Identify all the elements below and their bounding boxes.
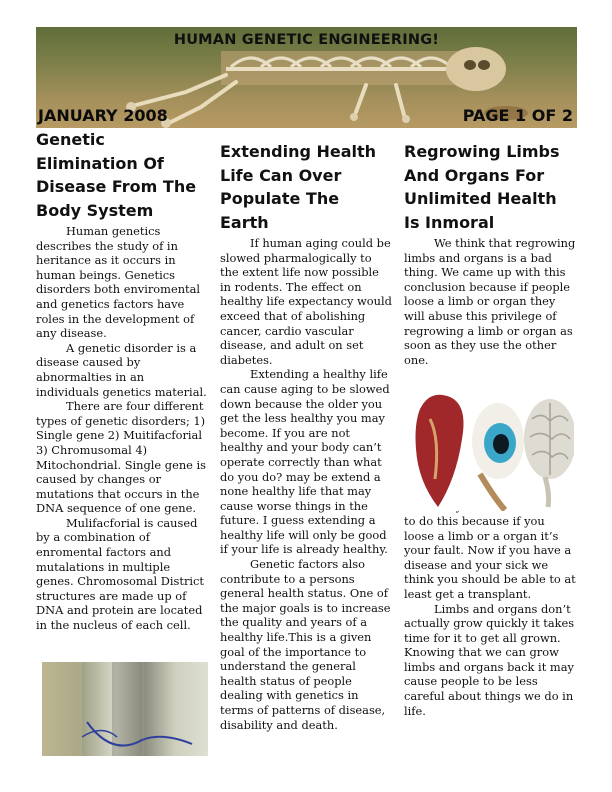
article-paragraph: to do this because if you loose a limb or a organ it’s your fault. Now if you have a disease and your sick we think you should be able to at least get a transplant. xyxy=(404,513,576,601)
article-extending-health xyxy=(220,140,392,732)
article-paragraph: Limbs and organs don’t actually grow quickly it takes time for it to get all grown. Knowing that we can grow limbs and organs back it may cause people to be less careful about things we do in life. xyxy=(404,601,575,718)
article-paragraph: Genetic factors also contribute to a persons general health status. One of the major goals is to increase the quality and years of a healthy life.This is a given goal of the importance to understand the general health status of people dealing with genetics in terms of patterns of disease, disability and death. xyxy=(220,557,391,732)
article-genetic-elimination xyxy=(36,128,208,633)
article-title: Genetic Elimination Of Disease From The Body System xyxy=(36,130,197,220)
article-paragraph: If human aging could be slowed pharmalogically to the extent life now possible in rodents. The effect on healthy life expectancy would exceed that of abolishing cancer, cardio vascular disease, and adult on set diabetes. xyxy=(220,236,392,367)
dna-photo xyxy=(42,662,208,756)
article-paragraph: We think that regrowing limbs and organs is a bad thing. We came up with this conclusion because if people loose a limb or organ they will abuse this privilege of regrowing a limb or organ as soon as they use the other one. xyxy=(404,236,576,367)
article-paragraph: Extending a healthy life can cause aging to be slowed down because the older you get the less healthy you may become. If you are not healthy and your body can’t operate correctly than what do you do? may be extend a none healthy life that may cause worse things in the future. I guess extending a healthy life will only be good if your life is already healthy. xyxy=(220,367,390,557)
page-number: PAGE 1 OF 2 xyxy=(462,106,573,125)
article-paragraph: There are four different types of genetic disorders; 1) Single gene 2) Muitifacforial 3) Chromusomal 4) Mitochondrial. Single gene is caused by changes or mutations that occurs in the DNA sequence of one gene. xyxy=(36,399,207,516)
article-paragraph: Mulifacforial is caused by a combination of enromental factors and mutalations in multiple genes. Chromosomal District structures are made up of DNA and protein are located in the nucleus of each cell. xyxy=(36,515,205,633)
article-paragraph: Human genetics describes the study of in heritance as it occurs in human beings. Genetics disorders both enviromental and genetics factors have roles in the development of any disease. xyxy=(36,224,201,341)
issue-date: JANUARY 2008 xyxy=(38,106,168,125)
brain-icon xyxy=(524,399,574,479)
article-title: Extending Health Life Can Over Populate The Earth xyxy=(220,142,377,232)
header-banner xyxy=(36,27,577,128)
organs-photo xyxy=(410,389,574,511)
newsletter-title: HUMAN GENETIC ENGINEERING! xyxy=(173,32,440,48)
article-title: Regrowing Limbs And Organs For Unlimited Health Is Inmoral xyxy=(404,142,560,232)
heart-icon xyxy=(416,395,464,507)
article-paragraph: A genetic disorder is a disease caused by abnormalties in an individuals genetics material. xyxy=(36,340,207,399)
